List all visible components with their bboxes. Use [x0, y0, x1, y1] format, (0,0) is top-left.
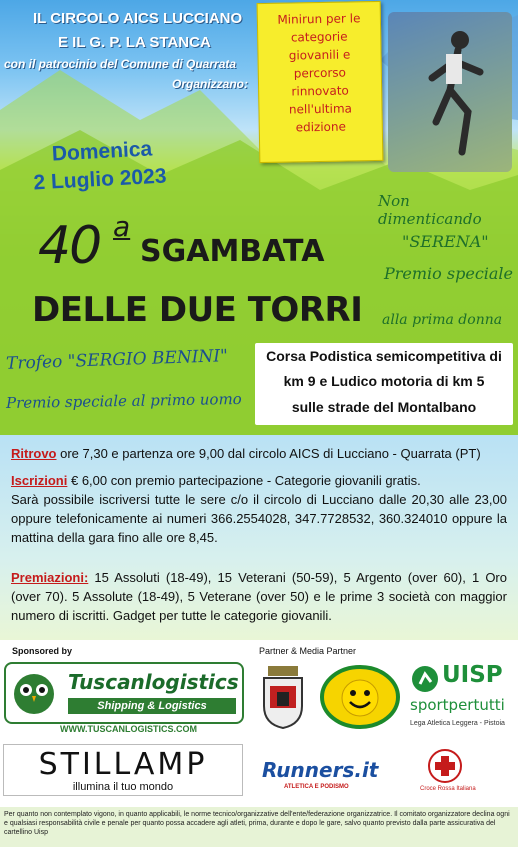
title-word-1: SGAMBATA [140, 234, 325, 269]
race-line-1: Corsa Podistica semicompetitiva di [266, 348, 502, 364]
minirun-line: giovanili e [288, 47, 351, 63]
premiazioni-paragraph [11, 568, 507, 625]
premiazioni-label: Premiazioni: [11, 570, 89, 585]
smiley-badge-icon [318, 664, 402, 730]
uisp-sub2: Lega Atletica Leggera - Pistoia [410, 720, 505, 727]
serena-line-1: Non dimenticando [378, 192, 482, 228]
minirun-note [257, 1, 384, 163]
iscrizioni-text: € 6,00 con premio partecipazione - Categorie giovanili gratis. [67, 473, 421, 488]
minirun-line: categorie [290, 29, 348, 45]
uisp-name: UISP [442, 662, 503, 688]
minirun-line: edizione [295, 119, 347, 135]
runner-photo [388, 12, 512, 172]
croce-rossa-label: Croce Rossa Italiana [420, 786, 476, 792]
ritrovo-paragraph [11, 444, 507, 463]
uisp-sub: sportpertutti [410, 696, 505, 714]
tuscan-name: Tuscanlogistics [68, 670, 239, 694]
organize-label: Organizzano: [172, 77, 249, 91]
race-line-2: km 9 e Ludico motoria di km 5 [283, 373, 485, 389]
patronage-line: con il patrocinio del Comune di Quarrata [4, 57, 237, 71]
edition-superscript: a [113, 210, 131, 243]
disclaimer-footer [0, 807, 518, 847]
title-line-2: DELLE DUE TORRI [32, 290, 363, 330]
runners-sub: ATLETICA E PODISMO [284, 784, 349, 790]
partner-label: Partner & Media Partner [259, 646, 357, 656]
stillamp-logo [3, 744, 243, 796]
serena-line-4: alla prima donna [382, 312, 503, 328]
minirun-line: rinnovato [291, 83, 349, 99]
trofeo-line-1: Trofeo "SERGIO BENINI" [5, 346, 229, 374]
iscrizioni-details: Sarà possibile iscriversi tutte le sere c/o il circolo di Lucciano dalle 20,30 alle 23,00 oppure telefonicamente ai numeri 366.2554028, 347.7728532, 360.324010 oppure la mattina della gara fino alle ore 8,45. [11, 492, 507, 545]
info-section [0, 435, 518, 640]
ritrovo-label: Ritrovo [11, 446, 57, 461]
minirun-line: Minirun per le [277, 11, 361, 27]
trofeo-line-2: Premio speciale al primo uomo [5, 389, 242, 413]
premiazioni-text: 15 Assoluti (18-49), 15 Veterani (50-59), 5 Argento (over 60), 1 Oro (over 70). 5 Assolute (18-49), 5 Veterane (over 50) e le prime 3 società con maggior numero di iscritti. Gadget per tutte le categorie giovanili. [11, 570, 507, 623]
runners-name: Runners.it [262, 758, 379, 782]
runners-logo [262, 758, 400, 794]
iscrizioni-paragraph [11, 471, 507, 490]
ritrovo-text: ore 7,30 e partenza ore 9,00 dal circolo AICS di Lucciano - Quarrata (PT) [56, 446, 481, 461]
date-full: 2 Luglio 2023 [32, 164, 168, 195]
organizer-line-2: E IL G. P. LA STANCA [58, 34, 211, 51]
stillamp-name: STILLAMP [38, 747, 208, 782]
tuscanlogistics-logo [4, 662, 244, 724]
tuscan-url: WWW.TUSCANLOGISTICS.COM [60, 724, 197, 734]
iscrizioni-label: Iscrizioni [11, 473, 68, 488]
minirun-line: percorso [293, 65, 347, 81]
tuscan-sub: Shipping & Logistics [68, 698, 236, 714]
uisp-runner-icon [410, 664, 440, 694]
minirun-line: nell'ultima [288, 101, 353, 117]
disclaimer-text: Per quanto non contemplato vigono, in quanto applicabili, le norme tecnico/organizzative dell'ente/federazione organizzatrice. Il comitato organizzatore declina ogni e qualsiasi responsabilità civile e penale per quanto possa accadere agli atleti, prima, durante e dopo le gare, salvo quanto previsto dalla parte assicurativa del cartellino Uisp [4, 811, 510, 836]
sponsors-section [0, 640, 518, 807]
sponsored-by-label: Sponsored by [12, 646, 73, 656]
edition-number: 40 [38, 216, 101, 276]
red-cross-icon [427, 748, 463, 784]
race-description-box [255, 343, 513, 425]
owl-icon [10, 668, 58, 716]
organizer-line-1: IL CIRCOLO AICS LUCCIANO [33, 10, 243, 27]
serena-line-2: "SERENA" [402, 232, 489, 251]
serena-line-3: Premio speciale [384, 264, 514, 283]
coat-of-arms-icon [260, 664, 306, 730]
stillamp-tagline: illumina il tuo mondo [72, 781, 174, 793]
runner-icon [388, 12, 512, 172]
date-day: Domenica [51, 137, 153, 166]
uisp-logo [410, 662, 516, 736]
race-line-3: sulle strade del Montalbano [291, 399, 477, 415]
